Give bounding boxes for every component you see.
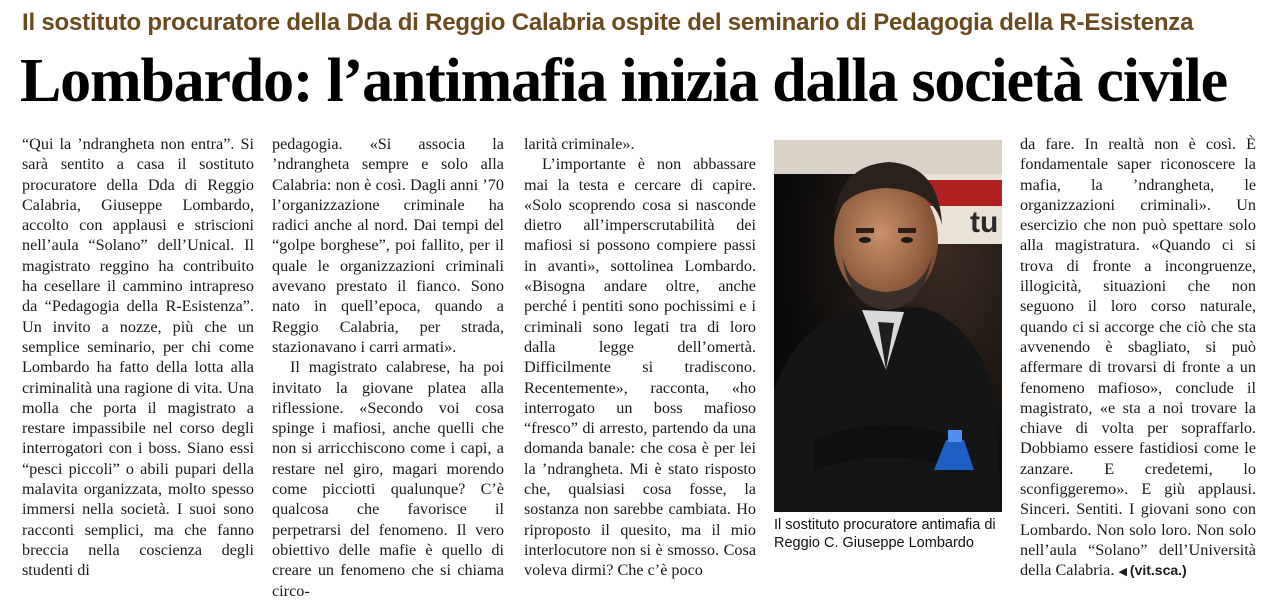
- paragraph: Il magistrato calabrese, ha poi invitato la giovane platea alla riflessione. «Secondo voi cosa spinge i mafiosi, anche quelli che non si arricchiscono come i capi, a restare nel giro, magari morendo come picciotti qualunque? C’è qualcosa che favorisce il perpetrarsi del fenomeno. Il vero obiettivo delle mafie è quello di creare un fenomeno che si chiama circo-: [272, 358, 504, 600]
- portrait-illustration: [774, 140, 1002, 512]
- triangle-left-icon: ◀: [1118, 566, 1127, 579]
- photo-caption: Il sostituto procuratore antimafia di Reggio C. Giuseppe Lombardo: [774, 517, 996, 551]
- paragraph-text: da fare. In realtà non è così. È fondamentale saper riconoscere la mafia, la ’ndrangheta, le organizzazioni criminali». Un esercizio che non può spettare solo alla magistratura. «Quando ci si trova di fronte a incongruenze, illogicità, situazioni che non seguono il loro corso naturale, quando ci si accorge che ciò che sta avvenendo è sbagliato, si può affermare di trovarsi di fronte a un fenomeno mafioso», conclude il magistrato, «e sta a noi trovare la chiave di volta per sopraffarlo. Dobbiamo essere fastidiosi come le zanzare. E credetemi, lo sconfiggeremo». E giù applausi. Sinceri. Sentiti. I giovani sono con Lombardo. Non solo loro. Non solo nell’aula “Solano” dell’Università della Calabria.: [1020, 135, 1256, 580]
- article-column-2: [272, 134, 504, 600]
- article-column-5: [1020, 134, 1256, 580]
- paragraph: pedagogia. «Si associa la ’ndrangheta sempre e solo alla Calabria: non è così. Dagli anni ’70 l’organizzazione criminale ha radici anche al nord. Dai tempi del “golpe borghese”, poi fallito, per il quale le organizzazioni criminali avevano prestato il fianco. Sono nato in quell’epoca, quando a Reggio Calabria, per strada, stazionavano i carri armati».: [272, 135, 504, 356]
- paragraph: “Qui la ’ndrangheta non entra”. Si sarà sentito a casa il sostituto procuratore della Dda di Reggio Calabria, Giuseppe Lombardo, accolto con applausi e striscioni nell’aula “Solano” dell’Unical. Il magistrato reggino ha contribuito ha cesellare il cammino intrapreso da “Pedagogia della R-Esistenza”. Un invito a nozze, più che un semplice seminario, per chi come Lombardo ha fatto della lotta alla criminalità una ragione di vita. Una molla che porta il magistrato a restare impassibile nel corso degli interrogatori con i boss. Siano essi “pesci piccoli” o abili pupari della malavita organizzata, molto spesso immersi nella società. I suoi sono racconti semplici, ma che fanno breccia nella coscienza degli studenti di: [22, 135, 254, 580]
- paragraph: [1020, 134, 1256, 583]
- paragraph: L’importante è non abbassare mai la testa e cercare di capire. «Solo scoprendo cosa si nasconde dietro all’imperscrutabilità dei mafiosi si possono compiere passi in avanti», sottolinea Lombardo. «Bisogna andare oltre, anche perché i pentiti sono pochissimi e i criminali sono legati tra di loro dalla legge dell’omertà. Difficilmente si tradiscono. Recentemente», racconta, «ho interrogato un boss mafioso “fresco” di arresto, partendo da una domanda banale: che cosa è per lei la ’ndrangheta. Mi è stato risposto che, qualsiasi cosa fosse, la sostanza non sarebbe cambiata. Ho riproposto il quesito, ma il mio interlocutore non si è smosso. Cosa voleva dirmi? Che c’è poco: [524, 155, 756, 580]
- banner-fragment: tu: [970, 206, 999, 239]
- article-column-1: [22, 134, 254, 580]
- portrait-photo: [774, 140, 1002, 512]
- author-signature: (vit.sca.): [1129, 562, 1187, 579]
- article-column-3: [524, 134, 756, 580]
- article-headline: Lombardo: l’antimafia inizia dalla società civile: [20, 47, 1227, 115]
- article-kicker: Il sostituto procuratore della Dda di Reggio Calabria ospite del seminario di Pedagogia della R-Esistenza: [22, 9, 1194, 36]
- paragraph: larità criminale».: [524, 135, 635, 153]
